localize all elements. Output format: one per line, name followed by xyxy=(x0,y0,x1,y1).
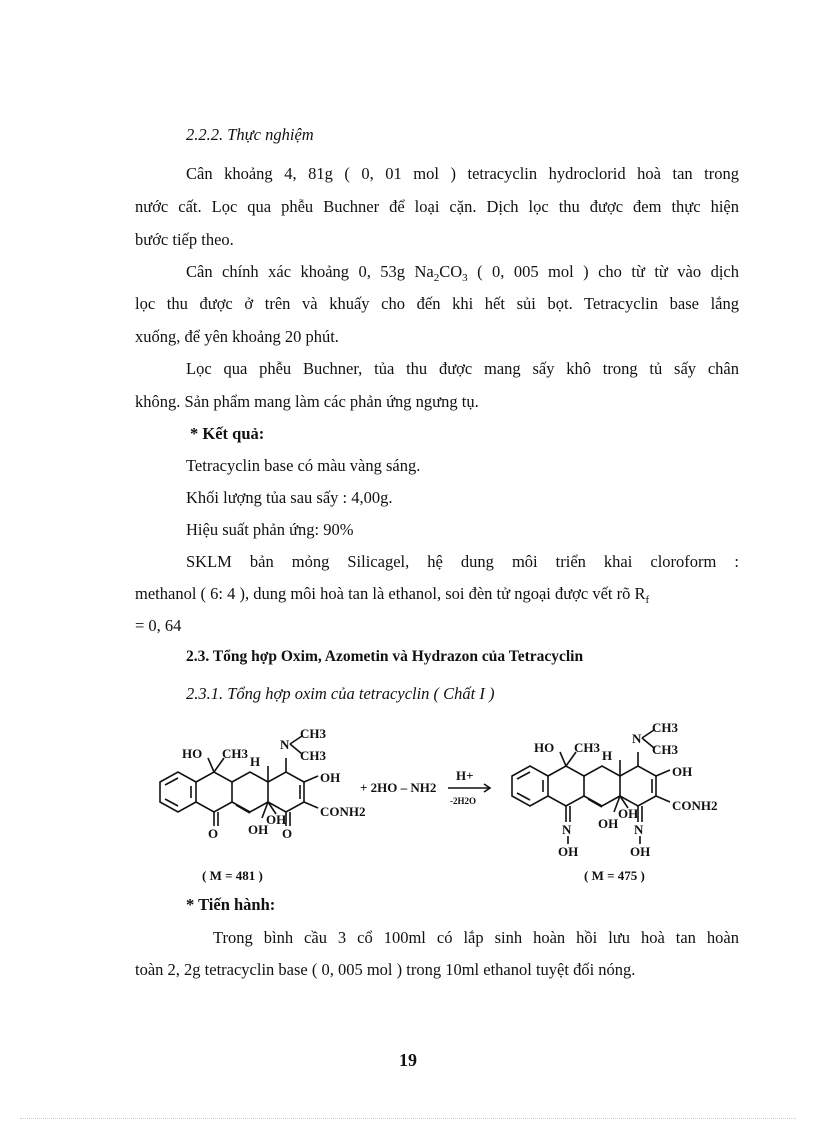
left-bond-ho xyxy=(208,758,214,772)
para1-line3: bước tiếp theo. xyxy=(135,230,234,249)
para2-sub-2: 2 xyxy=(433,272,440,284)
right-ring-c-db xyxy=(588,799,602,807)
procedure-line1: Trong bình cầu 3 cổ 100ml có lắp sinh hoàn hồi lưu hoà tan hoàn xyxy=(213,928,739,947)
right-conh2: CONH2 xyxy=(672,798,718,813)
right-oh-bottom2: OH xyxy=(618,806,639,821)
footer-divider xyxy=(20,1118,796,1119)
para2-line3: xuống, để yên khoảng 20 phút. xyxy=(135,327,339,346)
result-line-3: Hiệu suất phản ứng: 90% xyxy=(186,520,354,539)
right-ring-d xyxy=(620,766,656,806)
left-ch3-a: CH3 xyxy=(300,726,326,741)
right-oh-bottom-mid: OH xyxy=(598,816,619,831)
right-ring-b xyxy=(548,766,584,806)
left-oh-bottom2: OH xyxy=(266,812,287,827)
result-line-1: Tetracyclin base có màu vàng sáng. xyxy=(186,456,421,475)
para2-line2: lọc thu được ở trên và khuấy cho đến khi hết sủi bọt. Tetracyclin base lắng xyxy=(135,294,739,313)
left-oh-right: OH xyxy=(320,770,341,785)
result-heading: * Kết quả: xyxy=(190,424,265,443)
page-number: 19 xyxy=(399,1050,417,1070)
left-oh-bottom1: OH xyxy=(248,822,269,837)
sklm-line1: SKLM bản mỏng Silicagel, hệ dung môi triển khai cloroform : xyxy=(186,552,739,571)
left-conh2: CONH2 xyxy=(320,804,366,819)
left-ring-c-db xyxy=(236,805,250,813)
sklm-rf-sub: f xyxy=(645,594,650,606)
left-o-bottom2: O xyxy=(282,826,293,841)
right-ho: HO xyxy=(534,740,555,755)
para1-line2: nước cất. Lọc qua phễu Buchner để loại cặn. Dịch lọc thu được đem thực hiện xyxy=(135,197,739,216)
left-ring-d xyxy=(268,772,304,812)
procedure-line2: toàn 2, 2g tetracyclin base ( 0, 005 mol ) trong 10ml ethanol tuyệt đối nóng. xyxy=(135,960,636,979)
para2-line1-a: Cân chính xác khoảng 0, 53g Na xyxy=(186,262,434,281)
sklm-line3: = 0, 64 xyxy=(135,616,182,635)
arrow-bottom-label: -2H2O xyxy=(450,796,476,806)
right-bond-oh-right xyxy=(656,770,670,776)
para3-line2: không. Sản phẩm mang làm các phản ứng ngưng tụ. xyxy=(135,392,479,411)
para2-line1-c: ( 0, 005 mol ) cho từ từ vào dịch xyxy=(467,262,739,281)
reaction-scheme xyxy=(150,722,740,892)
left-mass: ( M = 481 ) xyxy=(202,868,263,883)
tetracycline-structure xyxy=(160,726,366,883)
right-h: H xyxy=(602,748,613,763)
para2-line1 xyxy=(186,262,739,288)
right-n-bottom1: N xyxy=(562,822,572,837)
result-line-2: Khối lượng tủa sau sấy : 4,00g. xyxy=(186,488,393,507)
right-n-bottom2: N xyxy=(634,822,644,837)
right-oh-b1: OH xyxy=(558,844,579,859)
para1-line1: Cân khoảng 4, 81g ( 0, 01 mol ) tetracyclin hydroclorid hoà tan trong xyxy=(186,164,739,183)
right-n: N xyxy=(632,731,642,746)
sklm-line2-text: methanol ( 6: 4 ), dung môi hoà tan là ethanol, soi đèn tử ngoại được vết rõ R xyxy=(135,584,646,603)
sklm-line2 xyxy=(135,584,649,610)
left-h: H xyxy=(250,754,261,769)
left-ch3-b: CH3 xyxy=(300,748,326,763)
arrow-top-label: H+ xyxy=(456,768,474,783)
right-oh-right: OH xyxy=(672,764,693,779)
section-2-3-title: 2.3. Tổng hợp Oxim, Azometin và Hydrazon của Tetracyclin xyxy=(186,648,584,665)
left-n: N xyxy=(280,737,290,752)
para2-sub-3: 3 xyxy=(462,272,468,284)
left-bond-oh-right xyxy=(304,776,318,782)
para3-line1: Lọc qua phễu Buchner, tủa thu được mang sấy khô trong tủ sấy chân xyxy=(186,359,739,378)
procedure-heading: * Tiến hành: xyxy=(186,895,276,914)
para2-line1-b: CO xyxy=(439,262,463,281)
section-2-3-1-title: 2.3.1. Tổng hợp oxim của tetracyclin ( Chất I ) xyxy=(186,684,495,703)
reagent: + 2HO – NH2 xyxy=(360,780,437,795)
right-ch3-top: CH3 xyxy=(574,740,600,755)
right-ch3-b: CH3 xyxy=(652,742,678,757)
right-oh-b2: OH xyxy=(630,844,651,859)
right-ch3-a: CH3 xyxy=(652,722,678,735)
left-bond-conh2 xyxy=(304,802,318,808)
left-ring-b xyxy=(196,772,232,812)
right-bond-ho xyxy=(560,752,566,766)
left-ch3-top: CH3 xyxy=(222,746,248,761)
oxime-structure xyxy=(512,722,718,883)
left-o-bottom: O xyxy=(208,826,219,841)
section-2-2-2-title: 2.2.2. Thực nghiệm xyxy=(186,125,314,144)
left-ho: HO xyxy=(182,746,203,761)
right-bond-conh2 xyxy=(656,796,670,802)
right-mass: ( M = 475 ) xyxy=(584,868,645,883)
